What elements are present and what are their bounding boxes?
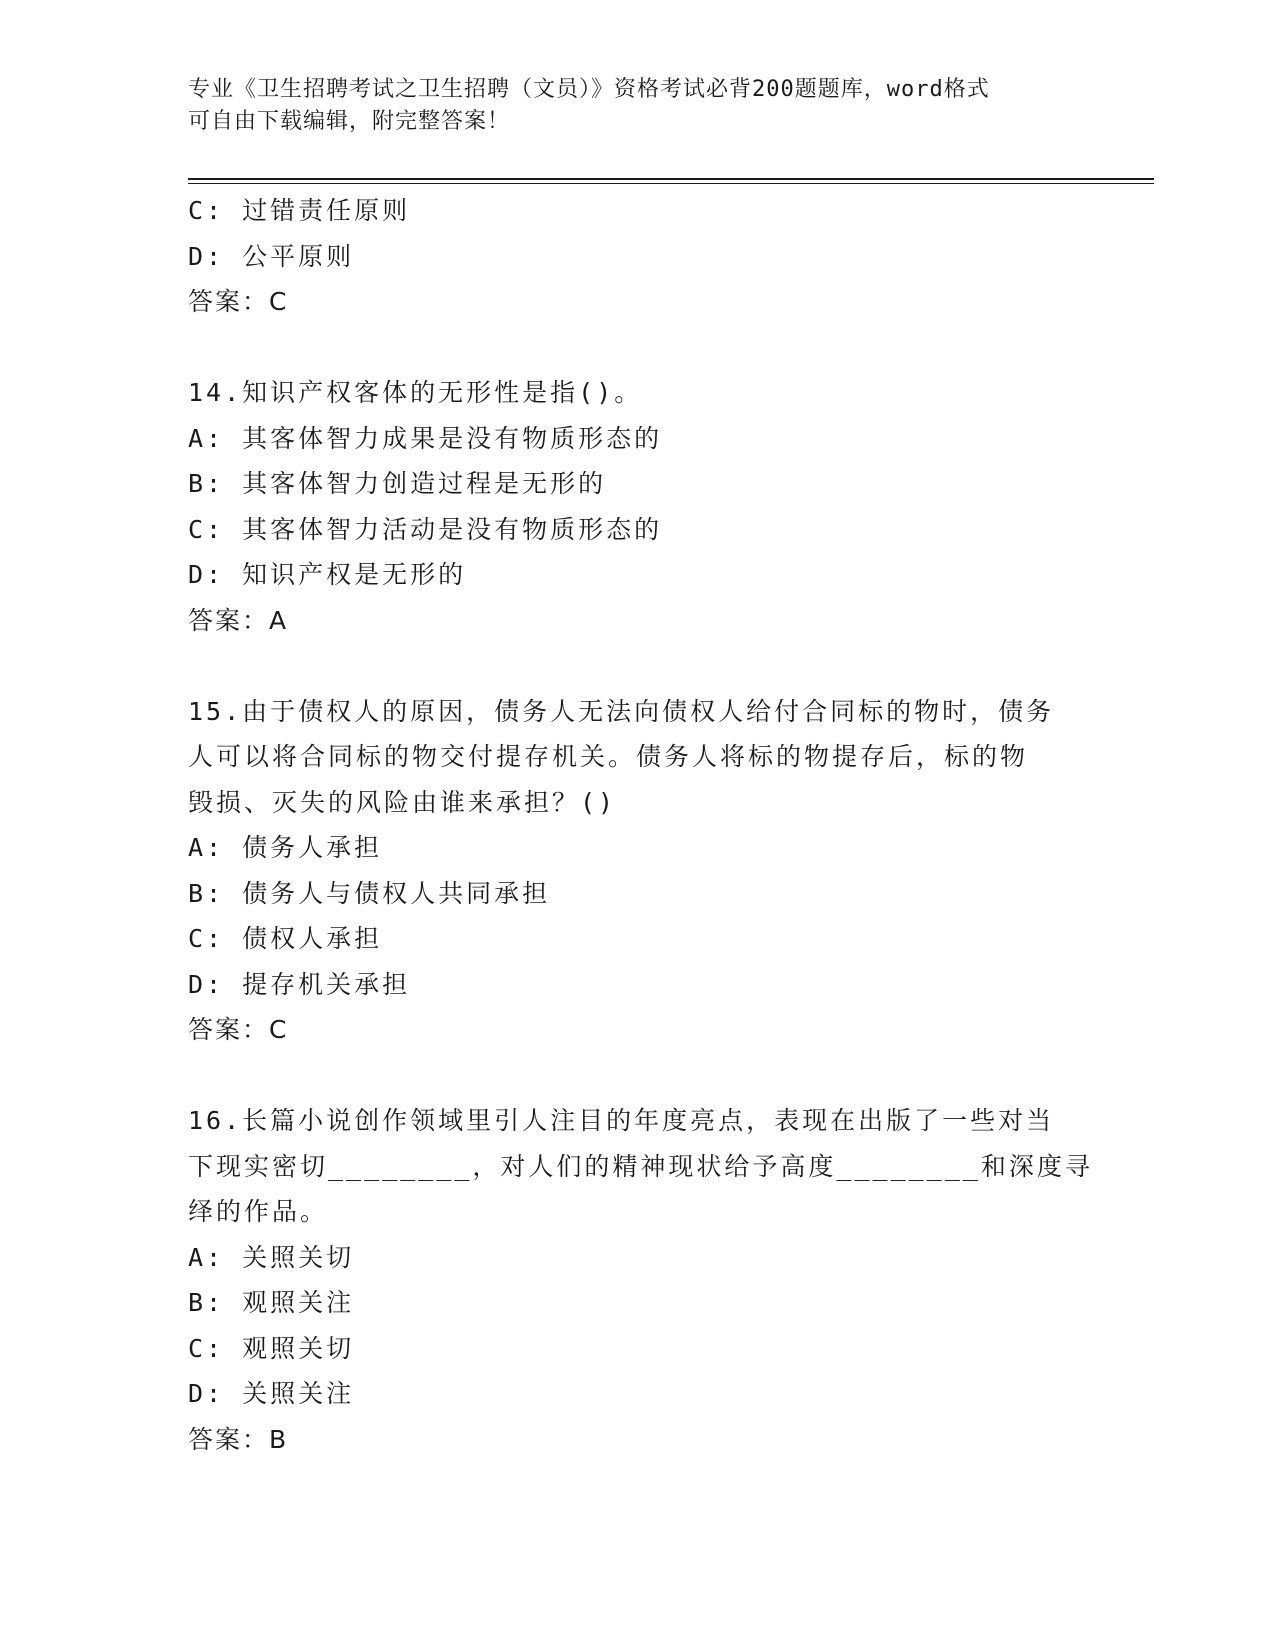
spacer [188, 643, 1088, 689]
answer-line: 答案：C [188, 1015, 289, 1044]
question-text-line-2: 下现实密切________，对人们的精神现状给予高度________和深度寻 [188, 1151, 1093, 1181]
option-d: D: 提存机关承担 [188, 969, 411, 999]
option-d: D: 关照关注 [188, 1379, 355, 1408]
question-13-continued [188, 188, 1088, 325]
answer-line: 答案：A [188, 605, 289, 635]
question-text-line-1: 15.由于债权人的原因，债务人无法向债权人给付合同标的物时，债务 [188, 696, 1055, 726]
question-14 [188, 370, 1088, 643]
option-b: B: 债务人与债权人共同承担 [188, 878, 551, 908]
option-c: C: 债权人承担 [188, 924, 383, 953]
option-b: B: 其客体智力创造过程是无形的 [188, 469, 607, 498]
document-header [188, 74, 1088, 138]
option-d: D: 公平原则 [188, 241, 355, 271]
answer-line: 答案：C [188, 287, 289, 316]
option-c: C: 过错责任原则 [188, 196, 411, 225]
question-text-line-2: 人可以将合同标的物交付提存机关。债务人将标的物提存后，标的物 [188, 742, 1029, 771]
answer-line: 答案：B [188, 1424, 289, 1454]
header-title-line-2: 可自由下载编辑，附完整答案！ [188, 109, 511, 134]
option-a: A: 债务人承担 [188, 833, 383, 862]
spacer [188, 1053, 1088, 1099]
question-list [188, 188, 1093, 1462]
header-title-line-1: 专业《卫生招聘考试之卫生招聘（文员）》资格考试必背200题题库，word格式 [188, 77, 990, 102]
question-16 [188, 1098, 1093, 1462]
option-c: C: 其客体智力活动是没有物质形态的 [188, 514, 663, 544]
option-d: D: 知识产权是无形的 [188, 560, 467, 589]
question-text-line-3: 绎的作品。 [188, 1197, 329, 1226]
question-text-line-1: 16.长篇小说创作领域里引人注目的年度亮点，表现在出版了一些对当 [188, 1106, 1055, 1135]
option-c: C: 观照关切 [188, 1333, 355, 1363]
question-15 [188, 689, 1088, 1053]
header-divider-thick [188, 178, 1154, 180]
header-divider-thin [188, 183, 1154, 184]
spacer [188, 325, 1088, 371]
question-text: 14.知识产权客体的无形性是指()。 [188, 378, 643, 407]
option-a: A: 关照关切 [188, 1242, 355, 1272]
option-b: B: 观照关注 [188, 1288, 355, 1317]
option-a: A: 其客体智力成果是没有物质形态的 [188, 423, 663, 453]
question-text-line-3: 毁损、灭失的风险由谁来承担？() [188, 787, 617, 817]
